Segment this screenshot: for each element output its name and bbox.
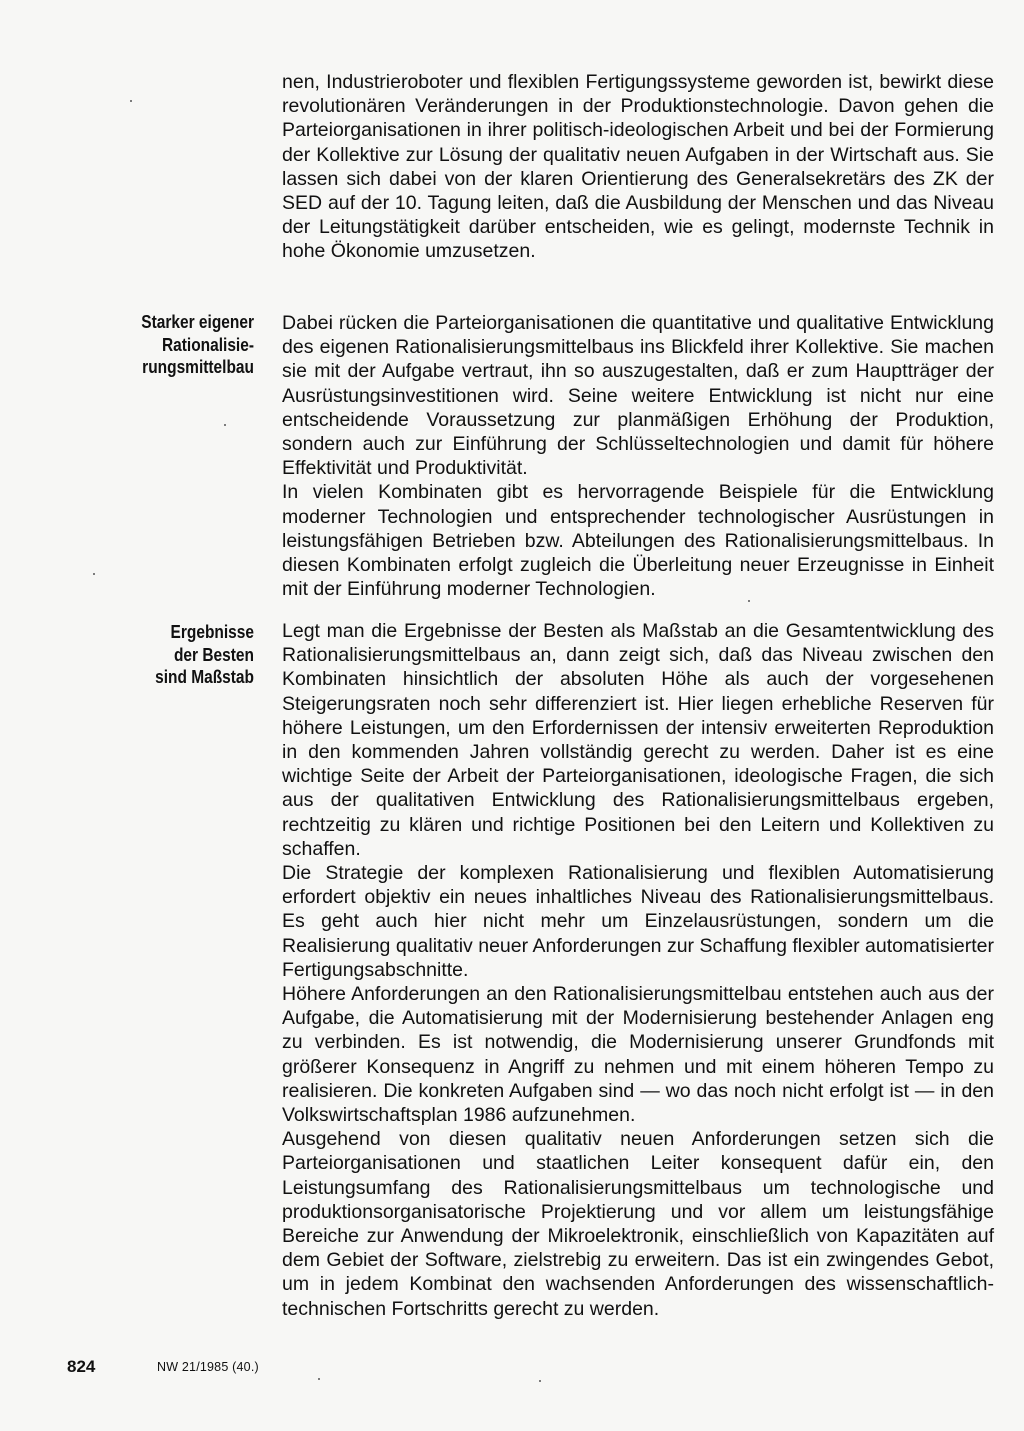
paragraph: Die Strategie der komplexen Rationalisierung und flexiblen Automatisierung erfordert objektiv ein neues inhaltliches Niveau des Rationalisierungsmittelbaus. Es geht auch hier nicht mehr um Einzelausrüstungen, sondern um die Realisierung qualitativ neuer Anforderungen zur Schaffung flexibler automatisierter Fertigungsabschnitte.	[282, 862, 994, 981]
scan-speck	[130, 100, 132, 102]
scan-speck	[748, 600, 750, 602]
page-number: 824	[67, 1357, 96, 1376]
text-block-rationalisierung	[282, 311, 994, 601]
paragraph: Dabei rücken die Parteiorganisationen die quantitative und qualitative Entwicklung des eigenen Rationalisierungsmittelbaus ins Blickfeld ihrer Kollektive. Sie machen sie mit der Aufgabe vertraut, ihn so auszugestalten, daß er zum Hauptträger der Ausrüstungsinvestitionen wird. Seine weitere Entwicklung ist nicht nur eine entscheidende Voraussetzung zur planmäßigen Erhöhung der Produktion, sondern auch zur Einführung der Schlüsseltechnologien und damit für höhere Effektivität und Produktivität.	[282, 312, 994, 480]
sidehead-ergebnisse-der-besten: Ergebnisse der Besten sind Maßstab	[155, 622, 254, 687]
scan-speck	[224, 424, 226, 426]
sidehead-rationalisierungsmittelbau: Starker eigener Rationalisie- rungsmittelbau	[141, 312, 254, 377]
paragraph: nen, Industrieroboter und flexiblen Fertigungssysteme geworden ist, bewirkt diese revolutionären Veränderungen in der Produktionstechnologie. Davon gehen die Parteiorganisationen in ihrer politisch-ideologischen Arbeit und bei der Formierung der Kollektive zur Lösung der qualitativ neuen Aufgaben in der Wirtschaft aus. Sie lassen sich dabei von der klaren Orientierung des Generalsekretärs des ZK der SED auf der 10. Tagung leiten, daß die Ausbildung der Menschen und das Niveau der Leitungstätigkeit darüber entscheiden, wie es gelingt, modernste Technik in hohe Ökonomie umzusetzen.	[282, 71, 994, 263]
scan-speck	[93, 573, 95, 575]
text-block-intro	[282, 70, 994, 264]
scan-speck	[318, 1378, 320, 1380]
scan-speck	[539, 1380, 541, 1382]
paragraph: Höhere Anforderungen an den Rationalisierungsmittelbau entstehen auch aus der Aufgabe, die Automatisierung mit der Modernisierung bestehender Anlagen eng zu verbinden. Es ist notwendig, die Modernisierung unserer Grundfonds mit größerer Konsequenz in Angriff zu nehmen und mit einem höheren Tempo zu realisieren. Die konkreten Aufgaben sind — wo das noch nicht erfolgt ist — in den Volkswirtschaftsplan 1986 aufzunehmen.	[282, 983, 994, 1127]
paragraph: In vielen Kombinaten gibt es hervorragende Beispiele für die Entwicklung moderner Technologien und entsprechender technologischer Ausrüstungen in leistungsfähigen Betrieben bzw. Abteilungen des Rationalisierungsmittelbaus. In diesen Kombinaten erfolgt zugleich die Überleitung neuer Erzeugnisse in Einheit mit der Einführung moderner Technologien.	[282, 481, 994, 601]
source-reference: NW 21/1985 (40.)	[157, 1360, 259, 1374]
text-block-ergebnisse	[282, 619, 994, 1321]
paragraph: Legt man die Ergebnisse der Besten als Maßstab an die Gesamtentwicklung des Rationalisierungsmittelbaus an, dann zeigt sich, daß das Niveau zwischen den Kombinaten hinsichtlich der absoluten Höhe als auch der vorgesehenen Steigerungsraten noch sehr differenziert ist. Hier liegen erhebliche Reserven für höhere Leistungen, um den Erfordernissen der intensiv erweiterten Reproduktion in den kommenden Jahren vollständig gerecht zu werden. Daher ist es eine wichtige Seite der Arbeit der Parteiorganisationen, ideologische Fragen, die sich aus der qualitativen Entwicklung des Rationalisierungsmittelbaus ergeben, rechtzeitig zu klären und richtige Positionen bei den Leitern und Kollektiven zu schaffen.	[282, 620, 994, 860]
paragraph: Ausgehend von diesen qualitativ neuen Anforderungen setzen sich die Parteiorganisationen und staatlichen Leiter konsequent dafür ein, den Leistungsumfang des Rationalisierungsmittelbaus um technologische und produktionsorganisatorische Projektierung und vor allem um leistungsfähige Bereiche zur Anwendung der Mikroelektronik, einschließlich von Kapazitäten auf dem Gebiet der Software, zielstrebig zu erweitern. Das ist ein zwingendes Gebot, um in jedem Kombinat den wachsenden Anforderungen des wissenschaftlich-technischen Fortschritts gerecht zu werden.	[282, 1128, 994, 1320]
